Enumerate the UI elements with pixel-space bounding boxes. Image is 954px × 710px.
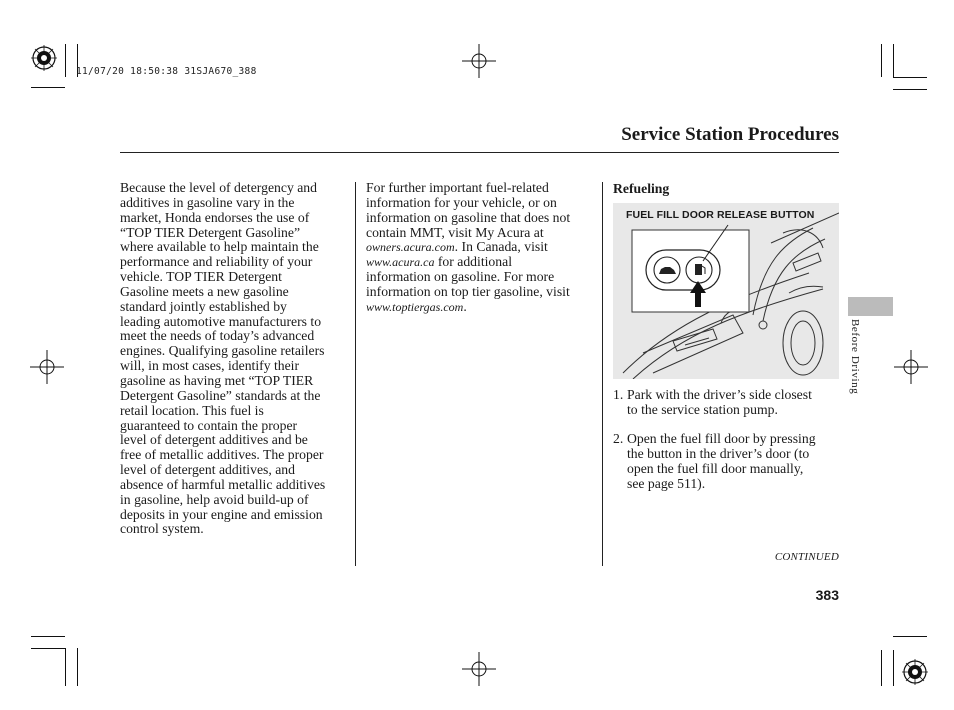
paragraph-line xyxy=(366,240,598,255)
door-panel-illustration xyxy=(613,203,839,379)
step-line: Park with the driver’s side closest xyxy=(627,387,812,402)
paragraph-line: meet the needs of today’s advanced xyxy=(120,328,315,344)
registration-target-icon xyxy=(901,658,929,686)
step-line: see page 511). xyxy=(627,475,706,491)
paragraph-line: control system. xyxy=(120,521,204,537)
paragraph-line: performance and reliability of your xyxy=(120,254,313,270)
paragraph-line: For further important fuel-related xyxy=(366,180,549,195)
paragraph-line: where available to help maintain the xyxy=(120,239,319,255)
registration-target-icon xyxy=(30,44,58,72)
paragraph-line: guaranteed to contain the proper xyxy=(120,417,298,433)
paragraph-line: Because the level of detergency and xyxy=(120,180,317,195)
paragraph-text: . xyxy=(463,298,467,314)
step-text xyxy=(627,388,839,418)
fuel-door-figure xyxy=(613,203,839,379)
paragraph-line: will, in most cases, identify their xyxy=(120,358,300,374)
column-detergent-text xyxy=(120,181,352,537)
paragraph-line: leading automotive manufacturers to xyxy=(120,313,322,329)
link-toptiergas[interactable]: www.toptiergas.com xyxy=(366,299,464,314)
step-line: to the service station pump. xyxy=(627,401,778,417)
step-1 xyxy=(613,388,839,418)
section-tab xyxy=(848,297,893,316)
paragraph-line: absence of harmful metallic additives xyxy=(120,476,326,492)
step-text xyxy=(627,432,839,491)
page-title: Service Station Procedures xyxy=(621,124,839,145)
crosshair-icon xyxy=(894,350,928,384)
paragraph-line: retail location. This fuel is xyxy=(120,402,264,418)
paragraph-line: Detergent Gasoline” standards at the xyxy=(120,387,321,403)
paragraph-line: market, Honda endorses the use of xyxy=(120,209,310,225)
print-stamp: 11/07/20 18:50:38 31SJA670_388 xyxy=(76,66,257,77)
continued-label: CONTINUED xyxy=(774,551,839,563)
link-acura-ca[interactable]: www.acura.ca xyxy=(366,255,435,270)
paragraph-line: deposits in your engine and emission xyxy=(120,506,323,522)
paragraph-line: “TOP TIER Detergent Gasoline” xyxy=(120,224,301,240)
paragraph-line: additives in gasoline vary in the xyxy=(120,194,295,210)
step-number: 2. xyxy=(613,431,624,446)
column-divider xyxy=(602,182,603,566)
crosshair-icon xyxy=(30,350,64,384)
figure-caption: FUEL FILL DOOR RELEASE BUTTON xyxy=(626,209,815,221)
paragraph-line: vehicle. TOP TIER Detergent xyxy=(120,269,282,285)
paragraph-line: gasoline as having met “TOP TIER xyxy=(120,372,314,388)
paragraph-line: level of detergent additives and be xyxy=(120,432,308,448)
side-section-text: Before Driving xyxy=(849,319,861,395)
paragraph-line: information on top tier gasoline, visit xyxy=(366,283,570,299)
step-2 xyxy=(613,432,839,491)
link-owners-acura[interactable]: owners.acura.com xyxy=(366,240,455,255)
paragraph-text: for additional xyxy=(434,254,512,270)
paragraph-line xyxy=(366,255,598,270)
section-subheading: Refueling xyxy=(613,181,670,196)
paragraph-line: level of detergent additives, and xyxy=(120,462,295,478)
paragraph-line: contain MMT, visit My Acura at xyxy=(366,224,544,240)
side-section-label xyxy=(845,319,865,404)
column-further-info xyxy=(366,181,598,315)
crosshair-icon xyxy=(462,44,496,78)
paragraph-line xyxy=(366,300,598,315)
crosshair-icon xyxy=(462,652,496,686)
step-line: the button in the driver’s door (to xyxy=(627,445,810,461)
paragraph-line: standard jointly established by xyxy=(120,298,287,314)
paragraph-line: Gasoline meets a new gasoline xyxy=(120,283,289,299)
paragraph-line: information for your vehicle, or on xyxy=(366,194,557,210)
paragraph-line: information on gasoline. For more xyxy=(366,269,555,285)
step-line: Open the fuel fill door by pressing xyxy=(627,431,816,446)
header-rule xyxy=(120,152,839,153)
step-number: 1. xyxy=(613,387,624,402)
paragraph-line: engines. Qualifying gasoline retailers xyxy=(120,343,325,359)
column-divider xyxy=(355,182,356,566)
paragraph-line: information on gasoline that does not xyxy=(366,209,571,225)
paragraph-line: free of metallic additives. The proper xyxy=(120,447,324,463)
paragraph-line: in gasoline, help avoid build-up of xyxy=(120,491,309,507)
paragraph-text: . In Canada, visit xyxy=(454,239,548,255)
step-line: open the fuel fill door manually, xyxy=(627,460,804,476)
page-number: 383 xyxy=(815,587,839,603)
